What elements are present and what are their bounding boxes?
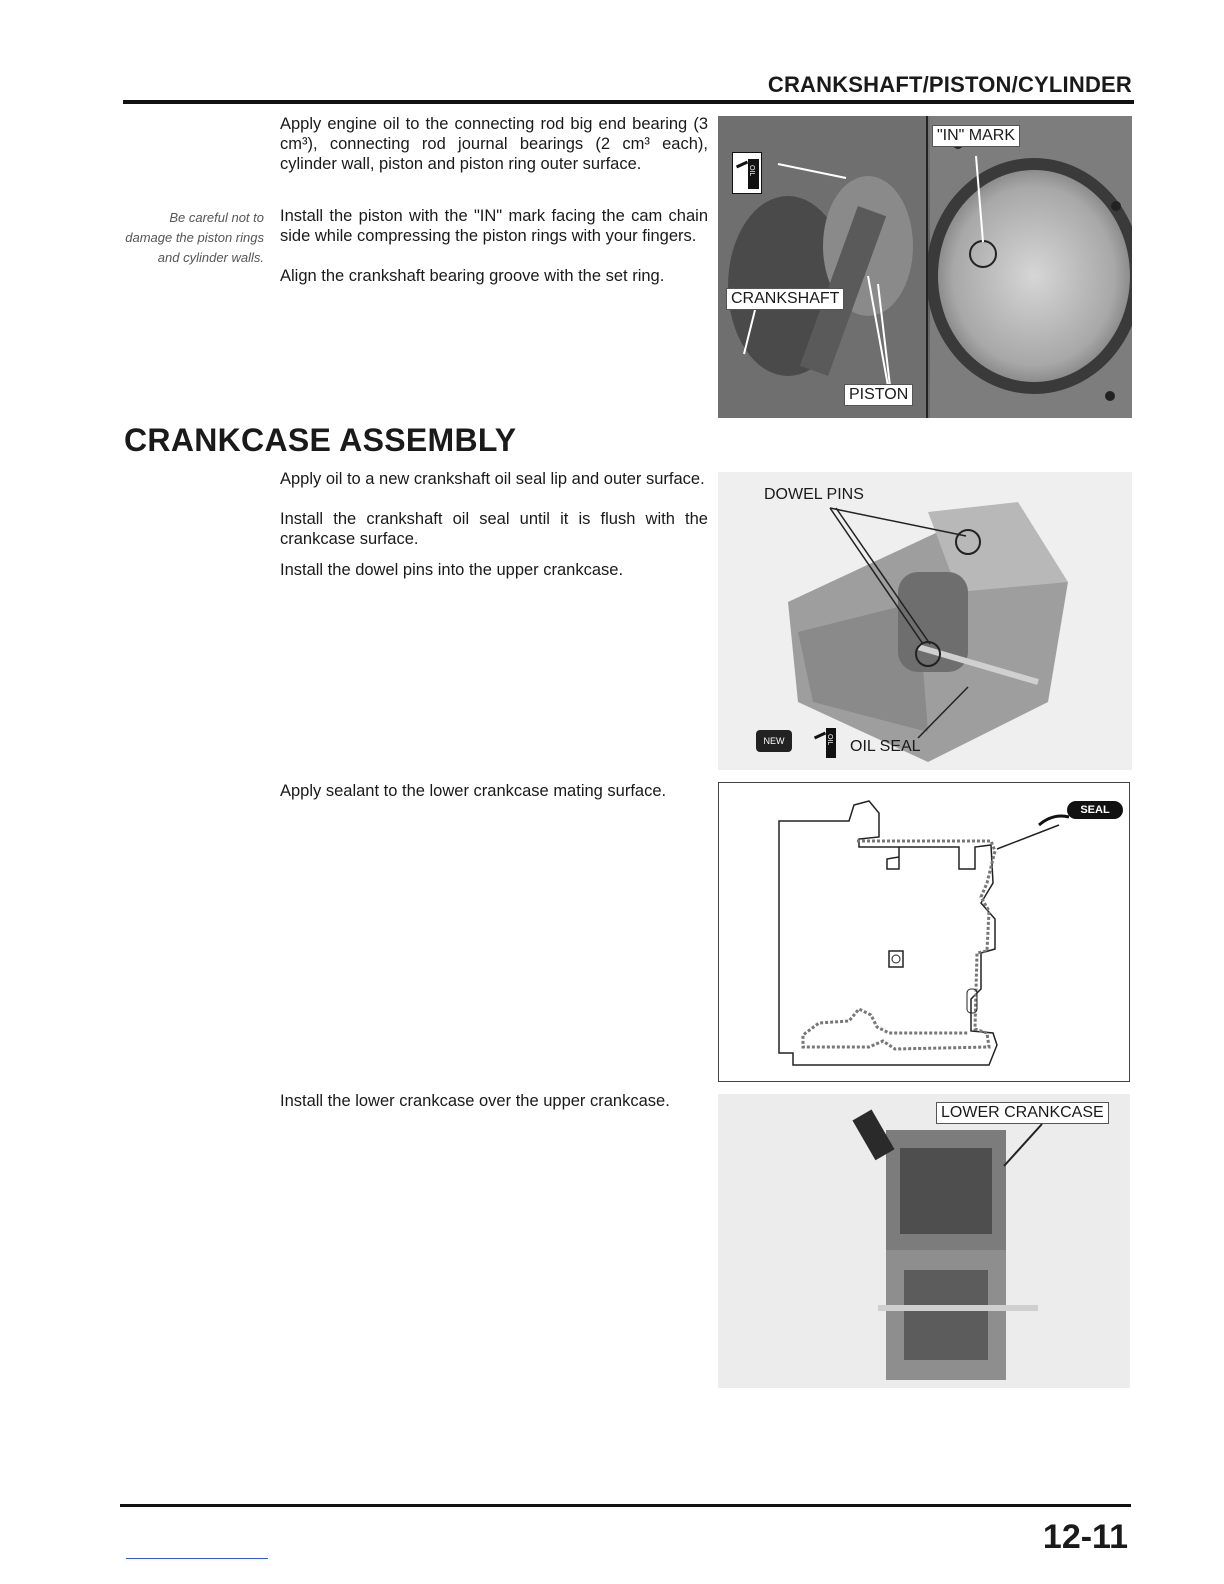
oil-seal-oil-paragraph: Apply oil to a new crankshaft oil seal lip and outer surface.: [280, 470, 705, 488]
header-rule: [123, 100, 1134, 104]
oil-can-icon: [812, 724, 838, 760]
dowel-pins-label: DOWEL PINS: [764, 486, 864, 503]
oil-can-icon: [732, 152, 762, 194]
piston-oil-paragraph: Apply engine oil to the connecting rod big end bearing (3 cm³), connecting rod journal bearings (2 cm³ each), cylinder wall, piston and piston ring outer surface.: [280, 115, 708, 173]
crankcase-outline-drawing: [719, 783, 1129, 1081]
in-mark-label: "IN" MARK: [932, 125, 1020, 147]
page-number: 12-11: [1042, 1518, 1128, 1556]
footer-rule: [120, 1504, 1131, 1507]
new-part-icon: [756, 730, 792, 752]
piston-install-photo: [718, 116, 1132, 418]
lower-crankcase-paragraph: Install the lower crankcase over the upper crankcase.: [280, 1092, 670, 1110]
sealant-diagram: [718, 782, 1130, 1082]
crankshaft-label: CRANKSHAFT: [726, 288, 844, 310]
oil-icon-text: OIL: [826, 734, 833, 746]
oil-icon-text: OIL: [748, 165, 755, 177]
new-icon-text: NEW: [763, 736, 785, 746]
crankshaft-groove-paragraph: Align the crankshaft bearing groove with the set ring.: [280, 267, 665, 285]
seal-icon-text: SEAL: [1080, 804, 1110, 816]
lower-crankcase-photo: [718, 1094, 1130, 1388]
piston-label: PISTON: [844, 384, 913, 406]
dowel-pins-paragraph: Install the dowel pins into the upper crankcase.: [280, 561, 624, 579]
crankcase-assembly-heading: CRANKCASE ASSEMBLY: [124, 422, 517, 458]
piston-install-paragraph: Install the piston with the "IN" mark facing the cam chain side while compressing the piston rings with your fingers.: [280, 207, 708, 245]
dowel-pins-illustration: [718, 472, 1132, 770]
footer-link-underline: [126, 1558, 268, 1559]
lower-crankcase-illustration: [718, 1094, 1130, 1388]
lower-crankcase-label: LOWER CRANKCASE: [936, 1102, 1109, 1124]
sealant-icon: [1067, 801, 1123, 819]
piston-photo-illustration: [718, 116, 1132, 418]
oil-seal-install-paragraph: Install the crankshaft oil seal until it is flush with the crankcase surface.: [280, 510, 708, 548]
oil-seal-label: OIL SEAL: [850, 738, 921, 755]
page-header-title: CRANKSHAFT/PISTON/CYLINDER: [767, 72, 1132, 97]
caution-note: Be careful not to damage the piston rings and cylinder walls.: [125, 210, 264, 265]
sealant-paragraph: Apply sealant to the lower crankcase mating surface.: [280, 782, 667, 800]
dowel-pins-photo: [718, 472, 1132, 770]
